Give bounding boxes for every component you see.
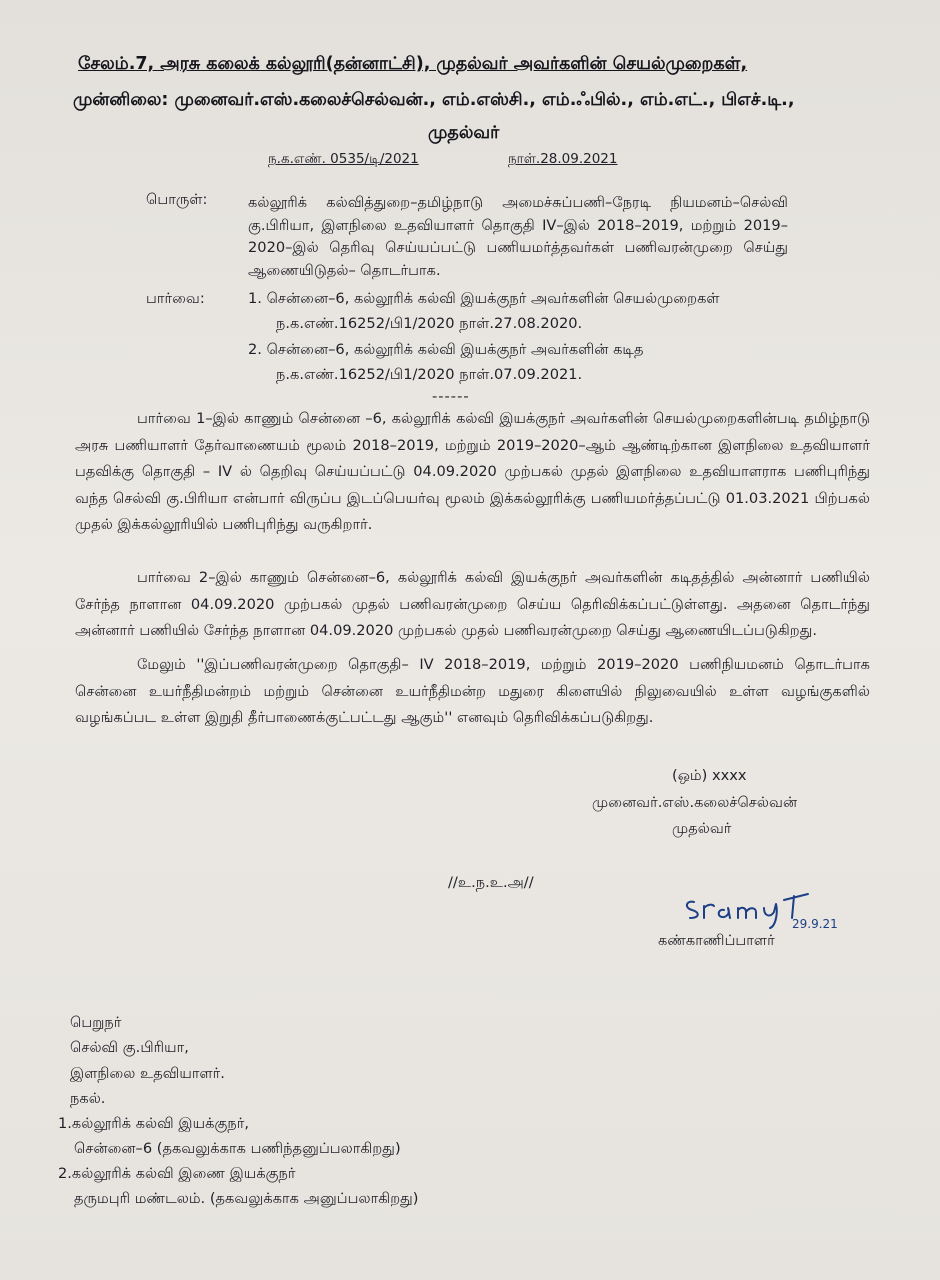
copy-1-line-2: சென்னை–6 (தகவலுக்காக பணிந்தனுப்பலாகிறது) bbox=[74, 1140, 401, 1157]
order-date: நாள்.28.09.2021 bbox=[508, 151, 618, 167]
copy-2-line-2: தருமபுரி மண்டலம். (தகவலுக்காக அனுப்பலாகிறது) bbox=[74, 1190, 419, 1207]
header-line-2: முன்னிலை: முனைவர்.எஸ்.கலைச்செல்வன்., எம்.எஸ்சி., எம்.ஃபில்., எம்.எட்., பிஎச்.டி., bbox=[73, 90, 795, 110]
copy-label: நகல். bbox=[70, 1090, 106, 1107]
reference-number: ந.க.எண். 0535/டி/2021 bbox=[268, 151, 419, 167]
signatory-name: முனைவர்.எஸ்.கலைச்செல்வன் bbox=[592, 794, 798, 811]
subject-text: கல்லூரிக் கல்வித்துறை–தமிழ்நாடு அமைச்சுப்பணி–நேரடி நியமனம்–செல்வி கு.பிரியா, இளநிலை உதவியாளர் தொகுதி IV–இல் 2018–2019, மற்றும் 2019–2020–இல் தெரிவு செய்யப்பட்டு பணியமர்த்தவர்கள் பணிவரன்முறை செய்து ஆணையிடுதல்– தொடர்பாக. bbox=[248, 194, 788, 279]
recipient-name: செல்வி கு.பிரியா, bbox=[70, 1039, 189, 1056]
recipient-label: பெறுநர் bbox=[70, 1014, 122, 1031]
reference-1-line-2: ந.க.எண்.16252/பி1/2020 நாள்.27.08.2020. bbox=[276, 315, 583, 332]
copy-1-line-1: 1.கல்லூரிக் கல்வி இயக்குநர், bbox=[58, 1115, 249, 1132]
svg-text:29.9.21: 29.9.21 bbox=[792, 917, 838, 931]
designation-heading: முதல்வர் bbox=[428, 123, 500, 143]
true-copy-mark: //உ.ந.உ.அ// bbox=[448, 874, 534, 891]
copy-2-line-1: 2.கல்லூரிக் கல்வி இணை இயக்குநர் bbox=[58, 1165, 296, 1182]
reference-1-line-1: 1. சென்னை–6, கல்லூரிக் கல்வி இயக்குநர் அவர்களின் செயல்முறைகள் bbox=[248, 290, 720, 307]
recipient-post: இளநிலை உதவியாளர். bbox=[70, 1065, 225, 1082]
reference-2-line-1: 2. சென்னை–6, கல்லூரிக் கல்வி இயக்குநர் அவர்களின் கடித bbox=[248, 341, 644, 358]
separator-dashes: ------ bbox=[432, 388, 470, 405]
superintendent-signature bbox=[680, 884, 850, 934]
signed-marker: (ஒம்) xxxx bbox=[672, 767, 747, 784]
header-line-1: சேலம்.7, அரசு கலைக் கல்லூரி(தன்னாட்சி), முதல்வர் அவர்களின் செயல்முறைகள், bbox=[78, 54, 748, 74]
reference-2-line-2: ந.க.எண்.16252/பி1/2020 நாள்.07.09.2021. bbox=[276, 366, 583, 383]
body-paragraph-1 bbox=[75, 406, 870, 539]
references-label: பார்வை: bbox=[146, 290, 205, 307]
signatory-title: முதல்வர் bbox=[672, 820, 732, 837]
body-paragraph-2 bbox=[75, 565, 870, 645]
subject-label: பொருள்: bbox=[146, 191, 208, 208]
paragraph-1-text: பார்வை 1–இல் காணும் சென்னை –6, கல்லூரிக் கல்வி இயக்குநர் அவர்களின் செயல்முறைகளின்படி தமிழ்நாடு அரசு பணியாளர் தேர்வாணையம் மூலம் 2018–2019, மற்றும் 2019–2020–ஆம் ஆண்டிற்கான இளநிலை உதவியாளர் பதவிக்கு தொகுதி – IV ல் தெறிவு செய்யப்பட்டு 04.09.2020 முற்பகல் முதல் இளநிலை உதவியாளராக பணிபுரிந்து வந்த செல்வி கு.பிரியா என்பார் விருப்ப இடப்பெயர்வு மூலம் இக்கல்லூரிக்கு பணியமர்த்தப்பட்டு 01.03.2021 பிற்பகல் முதல் இக்கல்லூரியில் பணிபுரிந்து வருகிறார். bbox=[75, 410, 870, 533]
superintendent-title: கண்காணிப்பாளர் bbox=[658, 932, 775, 949]
paragraph-3-text: மேலும் ''இப்பணிவரன்முறை தொகுதி– IV 2018–2019, மற்றும் 2019–2020 பணிநியமனம் தொடர்பாக சென்னை உயர்நீதிமன்றம் மற்றும் சென்னை உயர்நீதிமன்ற மதுரை கிளையில் நிலுவையில் உள்ள வழங்குகளில் வழங்கப்பட உள்ள இறுதி தீர்பாணைக்குட்பட்டது ஆகும்'' எனவும் தெரிவிக்கப்படுகிறது. bbox=[75, 656, 870, 726]
body-paragraph-3 bbox=[75, 652, 870, 732]
paragraph-2-text: பார்வை 2–இல் காணும் சென்னை–6, கல்லூரிக் கல்வி இயக்குநர் அவர்களின் கடிதத்தில் அன்னார் பணியில் சேர்ந்த நாளான 04.09.2020 முற்பகல் முதல் பணிவரன்முறை செய்ய தெரிவிக்கப்பட்டுள்ளது. அதனை தொடர்ந்து அன்னார் பணியில் சேர்ந்த நாளான 04.09.2020 முற்பகல் முதல் பணிவரன்முறை செய்து ஆணையிடப்படுகிறது. bbox=[75, 569, 870, 639]
